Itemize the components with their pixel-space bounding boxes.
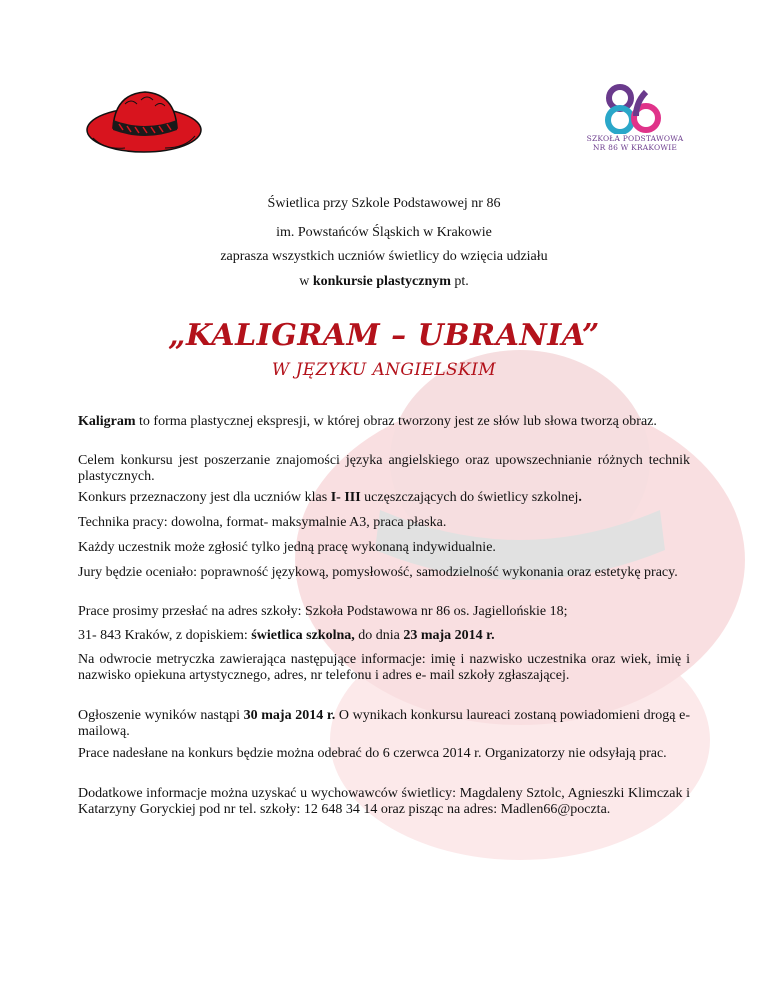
paragraph-address: Prace prosimy przesłać na adres szkoły: Szkoła Podstawowa nr 86 os. Jagiellońskie 18; [78, 604, 568, 619]
school-86-logo-icon [580, 84, 690, 134]
header-line-2: im. Powstańców Śląskich w Krakowie [276, 225, 492, 240]
deadline-date: 23 maja 2014 r. [403, 628, 495, 643]
contest-subtitle: W JĘZYKU ANGIELSKIM [271, 360, 497, 380]
kaligram-bold: Kaligram [78, 414, 136, 429]
paragraph-kaligram [78, 414, 690, 430]
audience-end: . [578, 490, 582, 505]
paragraph-results [78, 708, 690, 740]
header-line-4-bold: konkursie plastycznym [312, 274, 451, 289]
results-post: O wynikach konkursu laureaci zostaną powiadomieni drogą e- mailową. [78, 708, 690, 739]
deadline-label: świetlica szkolna, [251, 628, 355, 643]
paragraph-deadline [78, 628, 690, 644]
results-date: 30 maja 2014 r. [243, 708, 336, 723]
paragraph-metric: Na odwrocie metryczka zawierająca następujące informacje: imię i nazwisko uczestnika oraz wiek, imię i nazwisko opiekuna artystycznego, adres, nr telefonu i adres e- mail szkoły zgłaszającej. [78, 652, 690, 683]
header-line-3: zaprasza wszystkich uczniów świetlicy do wzięcia udziału [220, 249, 548, 264]
audience-post: uczęszczających do świetlicy szkolnej [360, 490, 579, 505]
paragraph-technique: Technika pracy: dowolna, format- maksymalnie A3, praca płaska. [78, 515, 447, 530]
deadline-pre: 31- 843 Kraków, z dopiskiem: [78, 628, 252, 643]
header-line-1: Świetlica przy Szkole Podstawowej nr 86 [267, 196, 501, 211]
audience-pre: Konkurs przeznaczony jest dla uczniów klas [78, 490, 331, 505]
paragraph-goal: Celem konkursu jest poszerzanie znajomości języka angielskiego oraz upowszechnianie różnych technik plastycznych. [78, 453, 690, 484]
school-logo [580, 84, 690, 164]
paragraph-contact: Dodatkowe informacje można uzyskać u wychowawców świetlicy: Magdaleny Sztolc, Agnieszki Klimczak i Katarzyny Goryckiej pod nr tel. szkoły: 12 648 34 14 oraz pisząc na adres: Madlen66@poczta. [78, 786, 690, 817]
results-pre: Ogłoszenie wyników nastąpi [78, 708, 244, 723]
deadline-mid: do dnia [354, 628, 404, 643]
kaligram-text: to forma plastycznej ekspresji, w której obraz tworzony jest ze słów lub słowa tworzą obraz. [135, 414, 657, 429]
header-line-4-pre: w [299, 274, 313, 289]
header-line-4-post: pt. [450, 274, 469, 289]
paragraph-one-entry: Każdy uczestnik może zgłosić tylko jedną pracę wykonaną indywidualnie. [78, 540, 496, 555]
contest-title: „KALIGRAM – UBRANIA” [168, 318, 600, 353]
paragraph-jury: Jury będzie oceniało: poprawność językową, pomysłowość, samodzielność wykonania oraz estetykę pracy. [78, 565, 678, 580]
audience-classes: I- III [330, 490, 361, 505]
red-hat-logo-icon [85, 86, 203, 156]
header-line-4 [0, 274, 768, 290]
school-logo-caption-1: SZKOŁA PODSTAWOWA [586, 134, 684, 143]
paragraph-return: Prace nadesłane na konkurs będzie można odebrać do 6 czerwca 2014 r. Organizatorzy nie odsyłają prac. [78, 746, 667, 761]
paragraph-audience [78, 490, 690, 506]
school-logo-caption-2: NR 86 W KRAKOWIE [592, 143, 678, 152]
